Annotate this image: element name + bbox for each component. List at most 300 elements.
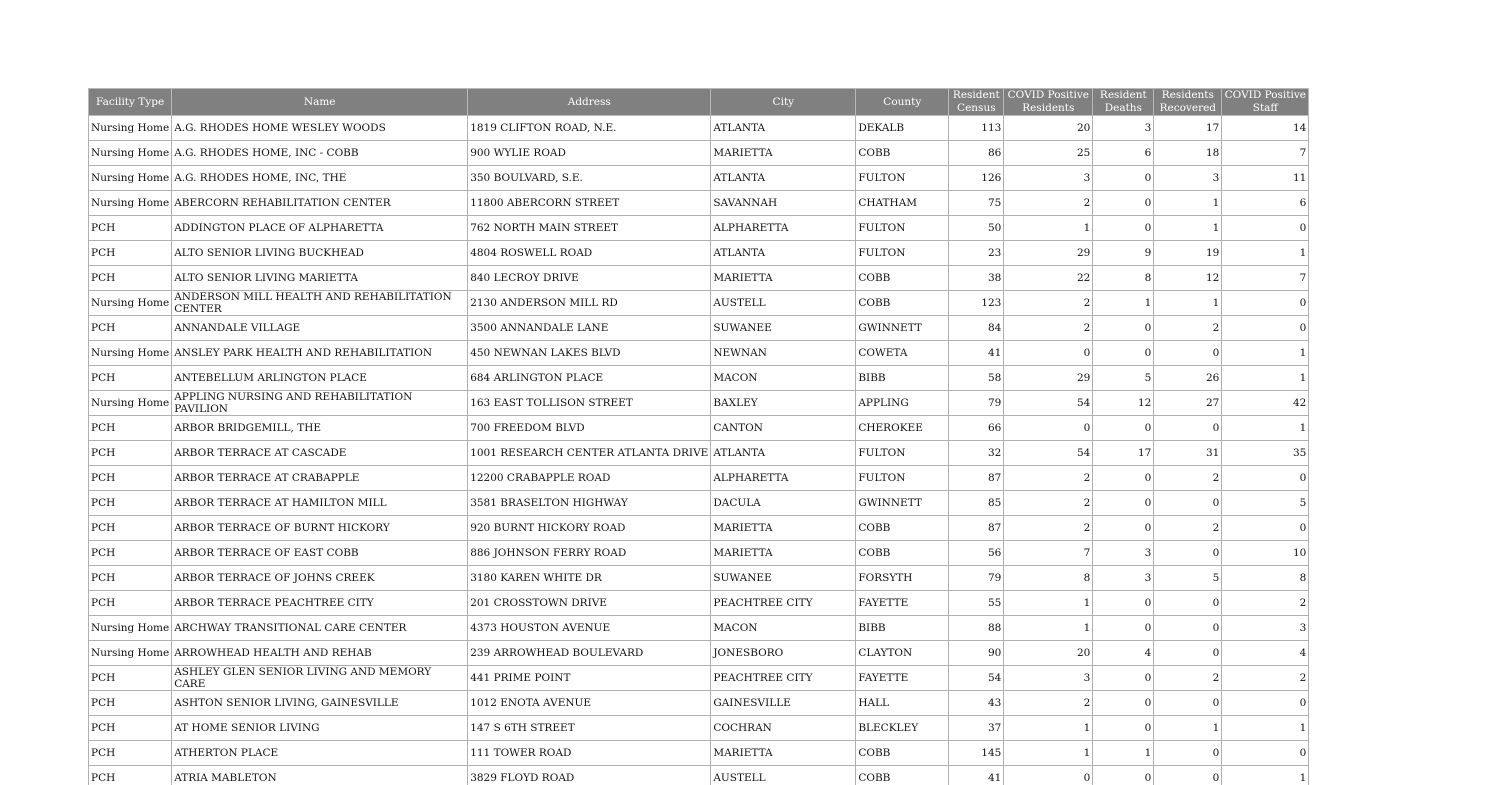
address-cell: 111 TOWER ROAD bbox=[468, 741, 711, 766]
table-row bbox=[89, 291, 1309, 316]
resident-deaths-cell: 0 bbox=[1093, 716, 1154, 741]
residents-recovered-cell: 26 bbox=[1154, 366, 1222, 391]
address-cell: 3500 ANNANDALE LANE bbox=[468, 316, 711, 341]
resident-census-cell: 41 bbox=[949, 341, 1004, 366]
col-header-address[interactable]: Address bbox=[468, 89, 711, 116]
covid-positive-residents-cell: 1 bbox=[1004, 591, 1093, 616]
city-cell: MARIETTA bbox=[711, 141, 856, 166]
resident-census-cell: 55 bbox=[949, 591, 1004, 616]
city-cell: ALPHARETTA bbox=[711, 216, 856, 241]
table-row bbox=[89, 741, 1309, 766]
resident-census-cell: 87 bbox=[949, 466, 1004, 491]
residents-recovered-cell: 17 bbox=[1154, 116, 1222, 141]
covid-positive-staff-cell: 5 bbox=[1222, 491, 1309, 516]
table-row bbox=[89, 141, 1309, 166]
resident-deaths-cell: 0 bbox=[1093, 316, 1154, 341]
city-cell: MARIETTA bbox=[711, 516, 856, 541]
table-row bbox=[89, 441, 1309, 466]
header-row bbox=[89, 89, 1309, 116]
county-cell: GWINNETT bbox=[856, 316, 949, 341]
table-row bbox=[89, 341, 1309, 366]
covid-positive-residents-cell: 2 bbox=[1004, 516, 1093, 541]
resident-deaths-cell: 17 bbox=[1093, 441, 1154, 466]
table-row bbox=[89, 516, 1309, 541]
covid-positive-staff-cell: 1 bbox=[1222, 366, 1309, 391]
name-cell: ANTEBELLUM ARLINGTON PLACE bbox=[172, 366, 468, 391]
facility-type-cell: PCH bbox=[89, 666, 172, 691]
resident-census-cell: 66 bbox=[949, 416, 1004, 441]
address-cell: 684 ARLINGTON PLACE bbox=[468, 366, 711, 391]
facility-type-cell: PCH bbox=[89, 216, 172, 241]
covid-positive-staff-cell: 1 bbox=[1222, 766, 1309, 785]
table-row bbox=[89, 266, 1309, 291]
county-cell: HALL bbox=[856, 691, 949, 716]
resident-deaths-cell: 0 bbox=[1093, 491, 1154, 516]
resident-census-cell: 54 bbox=[949, 666, 1004, 691]
covid-positive-residents-cell: 22 bbox=[1004, 266, 1093, 291]
covid-positive-staff-cell: 35 bbox=[1222, 441, 1309, 466]
city-cell: ALPHARETTA bbox=[711, 466, 856, 491]
residents-recovered-cell: 31 bbox=[1154, 441, 1222, 466]
covid-positive-staff-cell: 7 bbox=[1222, 266, 1309, 291]
facility-type-cell: PCH bbox=[89, 241, 172, 266]
name-cell: ALTO SENIOR LIVING MARIETTA bbox=[172, 266, 468, 291]
residents-recovered-cell: 0 bbox=[1154, 741, 1222, 766]
city-cell: MARIETTA bbox=[711, 541, 856, 566]
table-row bbox=[89, 616, 1309, 641]
covid-positive-staff-cell: 42 bbox=[1222, 391, 1309, 416]
resident-deaths-cell: 8 bbox=[1093, 266, 1154, 291]
county-cell: FULTON bbox=[856, 216, 949, 241]
county-cell: COBB bbox=[856, 741, 949, 766]
covid-positive-residents-cell: 54 bbox=[1004, 391, 1093, 416]
name-cell: ARBOR TERRACE OF JOHNS CREEK bbox=[172, 566, 468, 591]
residents-recovered-cell: 1 bbox=[1154, 216, 1222, 241]
resident-deaths-cell: 6 bbox=[1093, 141, 1154, 166]
facility-type-cell: Nursing Home bbox=[89, 616, 172, 641]
address-cell: 441 PRIME POINT bbox=[468, 666, 711, 691]
residents-recovered-cell: 12 bbox=[1154, 266, 1222, 291]
resident-census-cell: 123 bbox=[949, 291, 1004, 316]
city-cell: JONESBORO bbox=[711, 641, 856, 666]
covid-positive-residents-cell: 2 bbox=[1004, 491, 1093, 516]
address-cell: 900 WYLIE ROAD bbox=[468, 141, 711, 166]
col-header-covid-positive-residents[interactable]: COVID Positive Residents bbox=[1004, 89, 1093, 116]
covid-positive-residents-cell: 3 bbox=[1004, 666, 1093, 691]
city-cell: MACON bbox=[711, 366, 856, 391]
facility-type-cell: PCH bbox=[89, 466, 172, 491]
name-cell: APPLING NURSING AND REHABILITATION PAVILION bbox=[172, 391, 468, 416]
covid-positive-staff-cell: 0 bbox=[1222, 691, 1309, 716]
name-cell: ADDINGTON PLACE OF ALPHARETTA bbox=[172, 216, 468, 241]
resident-census-cell: 32 bbox=[949, 441, 1004, 466]
covid-positive-staff-cell: 2 bbox=[1222, 591, 1309, 616]
city-cell: DACULA bbox=[711, 491, 856, 516]
resident-deaths-cell: 0 bbox=[1093, 466, 1154, 491]
covid-positive-staff-cell: 1 bbox=[1222, 341, 1309, 366]
covid-positive-residents-cell: 2 bbox=[1004, 291, 1093, 316]
county-cell: COBB bbox=[856, 141, 949, 166]
city-cell: MARIETTA bbox=[711, 741, 856, 766]
residents-recovered-cell: 0 bbox=[1154, 541, 1222, 566]
residents-recovered-cell: 19 bbox=[1154, 241, 1222, 266]
county-cell: FULTON bbox=[856, 166, 949, 191]
county-cell: FAYETTE bbox=[856, 666, 949, 691]
covid-positive-staff-cell: 3 bbox=[1222, 616, 1309, 641]
address-cell: 886 JOHNSON FERRY ROAD bbox=[468, 541, 711, 566]
covid-positive-staff-cell: 11 bbox=[1222, 166, 1309, 191]
covid-positive-staff-cell: 0 bbox=[1222, 516, 1309, 541]
address-cell: 11800 ABERCORN STREET bbox=[468, 191, 711, 216]
name-cell: ARBOR TERRACE AT CRABAPPLE bbox=[172, 466, 468, 491]
facility-type-cell: PCH bbox=[89, 766, 172, 785]
resident-deaths-cell: 0 bbox=[1093, 516, 1154, 541]
name-cell: ARBOR BRIDGEMILL, THE bbox=[172, 416, 468, 441]
county-cell: FULTON bbox=[856, 441, 949, 466]
facility-type-cell: PCH bbox=[89, 516, 172, 541]
resident-census-cell: 90 bbox=[949, 641, 1004, 666]
covid-positive-staff-cell: 0 bbox=[1222, 291, 1309, 316]
facility-type-cell: PCH bbox=[89, 691, 172, 716]
name-cell: ATRIA MABLETON bbox=[172, 766, 468, 785]
name-cell: ANNANDALE VILLAGE bbox=[172, 316, 468, 341]
table-row bbox=[89, 591, 1309, 616]
facility-covid-table bbox=[88, 88, 1309, 785]
county-cell: CHEROKEE bbox=[856, 416, 949, 441]
facility-type-cell: PCH bbox=[89, 416, 172, 441]
covid-positive-residents-cell: 0 bbox=[1004, 416, 1093, 441]
county-cell: BIBB bbox=[856, 616, 949, 641]
name-cell: ALTO SENIOR LIVING BUCKHEAD bbox=[172, 241, 468, 266]
facility-type-cell: PCH bbox=[89, 266, 172, 291]
name-cell: AT HOME SENIOR LIVING bbox=[172, 716, 468, 741]
col-header-name[interactable]: Name bbox=[172, 89, 468, 116]
county-cell: COWETA bbox=[856, 341, 949, 366]
facility-type-cell: PCH bbox=[89, 541, 172, 566]
residents-recovered-cell: 27 bbox=[1154, 391, 1222, 416]
facility-type-cell: Nursing Home bbox=[89, 641, 172, 666]
resident-deaths-cell: 1 bbox=[1093, 741, 1154, 766]
residents-recovered-cell: 3 bbox=[1154, 166, 1222, 191]
facility-type-cell: PCH bbox=[89, 491, 172, 516]
covid-positive-residents-cell: 1 bbox=[1004, 216, 1093, 241]
resident-census-cell: 79 bbox=[949, 566, 1004, 591]
county-cell: CHATHAM bbox=[856, 191, 949, 216]
covid-positive-staff-cell: 1 bbox=[1222, 716, 1309, 741]
residents-recovered-cell: 1 bbox=[1154, 716, 1222, 741]
covid-positive-residents-cell: 0 bbox=[1004, 341, 1093, 366]
facility-type-cell: PCH bbox=[89, 316, 172, 341]
covid-positive-staff-cell: 4 bbox=[1222, 641, 1309, 666]
resident-census-cell: 84 bbox=[949, 316, 1004, 341]
resident-census-cell: 88 bbox=[949, 616, 1004, 641]
resident-deaths-cell: 3 bbox=[1093, 541, 1154, 566]
resident-census-cell: 87 bbox=[949, 516, 1004, 541]
covid-positive-staff-cell: 0 bbox=[1222, 741, 1309, 766]
table-row bbox=[89, 191, 1309, 216]
county-cell: COBB bbox=[856, 291, 949, 316]
resident-census-cell: 79 bbox=[949, 391, 1004, 416]
city-cell: SUWANEE bbox=[711, 316, 856, 341]
county-cell: COBB bbox=[856, 766, 949, 785]
city-cell: COCHRAN bbox=[711, 716, 856, 741]
covid-positive-residents-cell: 29 bbox=[1004, 366, 1093, 391]
city-cell: MACON bbox=[711, 616, 856, 641]
resident-census-cell: 56 bbox=[949, 541, 1004, 566]
city-cell: SUWANEE bbox=[711, 566, 856, 591]
covid-positive-residents-cell: 2 bbox=[1004, 691, 1093, 716]
resident-deaths-cell: 3 bbox=[1093, 116, 1154, 141]
resident-deaths-cell: 5 bbox=[1093, 366, 1154, 391]
address-cell: 1819 CLIFTON ROAD, N.E. bbox=[468, 116, 711, 141]
city-cell: SAVANNAH bbox=[711, 191, 856, 216]
table-row bbox=[89, 366, 1309, 391]
address-cell: 1012 ENOTA AVENUE bbox=[468, 691, 711, 716]
covid-positive-residents-cell: 2 bbox=[1004, 191, 1093, 216]
county-cell: COBB bbox=[856, 266, 949, 291]
resident-deaths-cell: 0 bbox=[1093, 416, 1154, 441]
city-cell: ATLANTA bbox=[711, 441, 856, 466]
name-cell: ATHERTON PLACE bbox=[172, 741, 468, 766]
address-cell: 4804 ROSWELL ROAD bbox=[468, 241, 711, 266]
address-cell: 700 FREEDOM BLVD bbox=[468, 416, 711, 441]
table-header bbox=[89, 89, 1309, 116]
resident-deaths-cell: 1 bbox=[1093, 291, 1154, 316]
table-row bbox=[89, 666, 1309, 691]
resident-census-cell: 86 bbox=[949, 141, 1004, 166]
residents-recovered-cell: 5 bbox=[1154, 566, 1222, 591]
resident-deaths-cell: 9 bbox=[1093, 241, 1154, 266]
name-cell: ANDERSON MILL HEALTH AND REHABILITATION CENTER bbox=[172, 291, 468, 316]
facility-type-cell: PCH bbox=[89, 741, 172, 766]
city-cell: ATLANTA bbox=[711, 241, 856, 266]
city-cell: AUSTELL bbox=[711, 291, 856, 316]
address-cell: 3180 KAREN WHITE DR bbox=[468, 566, 711, 591]
col-header-covid-positive-staff[interactable]: COVID Positive Staff bbox=[1222, 89, 1309, 116]
covid-positive-residents-cell: 20 bbox=[1004, 116, 1093, 141]
resident-census-cell: 50 bbox=[949, 216, 1004, 241]
table-row bbox=[89, 641, 1309, 666]
name-cell: ARBOR TERRACE PEACHTREE CITY bbox=[172, 591, 468, 616]
resident-deaths-cell: 0 bbox=[1093, 616, 1154, 641]
residents-recovered-cell: 0 bbox=[1154, 616, 1222, 641]
county-cell: APPLING bbox=[856, 391, 949, 416]
table-row bbox=[89, 766, 1309, 785]
covid-positive-residents-cell: 1 bbox=[1004, 741, 1093, 766]
facility-type-cell: Nursing Home bbox=[89, 341, 172, 366]
table-row bbox=[89, 391, 1309, 416]
name-cell: ABERCORN REHABILITATION CENTER bbox=[172, 191, 468, 216]
residents-recovered-cell: 0 bbox=[1154, 641, 1222, 666]
col-header-resident-census[interactable]: Resident Census bbox=[949, 89, 1004, 116]
address-cell: 762 NORTH MAIN STREET bbox=[468, 216, 711, 241]
address-cell: 2130 ANDERSON MILL RD bbox=[468, 291, 711, 316]
col-header-residents-recovered[interactable]: Residents Recovered bbox=[1154, 89, 1222, 116]
resident-deaths-cell: 12 bbox=[1093, 391, 1154, 416]
resident-census-cell: 75 bbox=[949, 191, 1004, 216]
residents-recovered-cell: 0 bbox=[1154, 491, 1222, 516]
city-cell: CANTON bbox=[711, 416, 856, 441]
resident-deaths-cell: 0 bbox=[1093, 666, 1154, 691]
residents-recovered-cell: 0 bbox=[1154, 341, 1222, 366]
name-cell: A.G. RHODES HOME, INC - COBB bbox=[172, 141, 468, 166]
resident-census-cell: 145 bbox=[949, 741, 1004, 766]
resident-census-cell: 113 bbox=[949, 116, 1004, 141]
covid-positive-residents-cell: 2 bbox=[1004, 316, 1093, 341]
facility-type-cell: Nursing Home bbox=[89, 166, 172, 191]
county-cell: GWINNETT bbox=[856, 491, 949, 516]
table-row bbox=[89, 716, 1309, 741]
table-row bbox=[89, 216, 1309, 241]
county-cell: DEKALB bbox=[856, 116, 949, 141]
resident-deaths-cell: 4 bbox=[1093, 641, 1154, 666]
name-cell: ARBOR TERRACE AT CASCADE bbox=[172, 441, 468, 466]
resident-deaths-cell: 0 bbox=[1093, 191, 1154, 216]
facility-type-cell: PCH bbox=[89, 591, 172, 616]
residents-recovered-cell: 0 bbox=[1154, 416, 1222, 441]
covid-positive-staff-cell: 0 bbox=[1222, 466, 1309, 491]
address-cell: 147 S 6TH STREET bbox=[468, 716, 711, 741]
city-cell: ATLANTA bbox=[711, 166, 856, 191]
city-cell: GAINESVILLE bbox=[711, 691, 856, 716]
county-cell: BLECKLEY bbox=[856, 716, 949, 741]
table-row bbox=[89, 541, 1309, 566]
address-cell: 1001 RESEARCH CENTER ATLANTA DRIVE bbox=[468, 441, 711, 466]
col-header-city[interactable]: City bbox=[711, 89, 856, 116]
covid-positive-staff-cell: 7 bbox=[1222, 141, 1309, 166]
covid-positive-staff-cell: 0 bbox=[1222, 216, 1309, 241]
covid-positive-residents-cell: 1 bbox=[1004, 716, 1093, 741]
address-cell: 350 BOULVARD, S.E. bbox=[468, 166, 711, 191]
name-cell: ARBOR TERRACE OF BURNT HICKORY bbox=[172, 516, 468, 541]
resident-census-cell: 43 bbox=[949, 691, 1004, 716]
county-cell: FAYETTE bbox=[856, 591, 949, 616]
name-cell: A.G. RHODES HOME WESLEY WOODS bbox=[172, 116, 468, 141]
table-row bbox=[89, 316, 1309, 341]
county-cell: CLAYTON bbox=[856, 641, 949, 666]
resident-deaths-cell: 0 bbox=[1093, 341, 1154, 366]
residents-recovered-cell: 0 bbox=[1154, 691, 1222, 716]
residents-recovered-cell: 2 bbox=[1154, 516, 1222, 541]
county-cell: COBB bbox=[856, 541, 949, 566]
name-cell: ARBOR TERRACE OF EAST COBB bbox=[172, 541, 468, 566]
covid-positive-staff-cell: 0 bbox=[1222, 316, 1309, 341]
resident-census-cell: 37 bbox=[949, 716, 1004, 741]
name-cell: A.G. RHODES HOME, INC, THE bbox=[172, 166, 468, 191]
name-cell: ASHLEY GLEN SENIOR LIVING AND MEMORY CARE bbox=[172, 666, 468, 691]
resident-deaths-cell: 0 bbox=[1093, 591, 1154, 616]
covid-positive-staff-cell: 1 bbox=[1222, 416, 1309, 441]
table-row bbox=[89, 116, 1309, 141]
covid-positive-residents-cell: 20 bbox=[1004, 641, 1093, 666]
resident-deaths-cell: 0 bbox=[1093, 766, 1154, 785]
name-cell: ASHTON SENIOR LIVING, GAINESVILLE bbox=[172, 691, 468, 716]
covid-positive-residents-cell: 0 bbox=[1004, 766, 1093, 785]
covid-positive-staff-cell: 2 bbox=[1222, 666, 1309, 691]
residents-recovered-cell: 0 bbox=[1154, 591, 1222, 616]
name-cell: ARROWHEAD HEALTH AND REHAB bbox=[172, 641, 468, 666]
address-cell: 920 BURNT HICKORY ROAD bbox=[468, 516, 711, 541]
name-cell: ARCHWAY TRANSITIONAL CARE CENTER bbox=[172, 616, 468, 641]
table-row bbox=[89, 241, 1309, 266]
facility-type-cell: Nursing Home bbox=[89, 141, 172, 166]
covid-positive-residents-cell: 54 bbox=[1004, 441, 1093, 466]
address-cell: 163 EAST TOLLISON STREET bbox=[468, 391, 711, 416]
address-cell: 3581 BRASELTON HIGHWAY bbox=[468, 491, 711, 516]
facility-type-cell: Nursing Home bbox=[89, 291, 172, 316]
county-cell: COBB bbox=[856, 516, 949, 541]
table-row bbox=[89, 691, 1309, 716]
table-row bbox=[89, 166, 1309, 191]
col-header-resident-deaths[interactable]: Resident Deaths bbox=[1093, 89, 1154, 116]
address-cell: 239 ARROWHEAD BOULEVARD bbox=[468, 641, 711, 666]
covid-positive-residents-cell: 25 bbox=[1004, 141, 1093, 166]
resident-census-cell: 58 bbox=[949, 366, 1004, 391]
city-cell: MARIETTA bbox=[711, 266, 856, 291]
facility-type-cell: Nursing Home bbox=[89, 116, 172, 141]
residents-recovered-cell: 18 bbox=[1154, 141, 1222, 166]
residents-recovered-cell: 1 bbox=[1154, 291, 1222, 316]
table-row bbox=[89, 491, 1309, 516]
county-cell: BIBB bbox=[856, 366, 949, 391]
covid-positive-residents-cell: 8 bbox=[1004, 566, 1093, 591]
residents-recovered-cell: 1 bbox=[1154, 191, 1222, 216]
covid-positive-residents-cell: 7 bbox=[1004, 541, 1093, 566]
address-cell: 450 NEWNAN LAKES BLVD bbox=[468, 341, 711, 366]
table-row bbox=[89, 466, 1309, 491]
county-cell: FULTON bbox=[856, 466, 949, 491]
covid-positive-staff-cell: 6 bbox=[1222, 191, 1309, 216]
col-header-facility-type[interactable]: Facility Type bbox=[89, 89, 172, 116]
address-cell: 201 CROSSTOWN DRIVE bbox=[468, 591, 711, 616]
covid-positive-residents-cell: 2 bbox=[1004, 466, 1093, 491]
address-cell: 4373 HOUSTON AVENUE bbox=[468, 616, 711, 641]
resident-deaths-cell: 0 bbox=[1093, 166, 1154, 191]
facility-type-cell: Nursing Home bbox=[89, 191, 172, 216]
residents-recovered-cell: 2 bbox=[1154, 316, 1222, 341]
resident-census-cell: 23 bbox=[949, 241, 1004, 266]
covid-positive-residents-cell: 1 bbox=[1004, 616, 1093, 641]
city-cell: AUSTELL bbox=[711, 766, 856, 785]
covid-positive-residents-cell: 29 bbox=[1004, 241, 1093, 266]
resident-census-cell: 126 bbox=[949, 166, 1004, 191]
name-cell: ARBOR TERRACE AT HAMILTON MILL bbox=[172, 491, 468, 516]
covid-positive-staff-cell: 1 bbox=[1222, 241, 1309, 266]
city-cell: PEACHTREE CITY bbox=[711, 591, 856, 616]
city-cell: PEACHTREE CITY bbox=[711, 666, 856, 691]
resident-deaths-cell: 0 bbox=[1093, 691, 1154, 716]
covid-positive-residents-cell: 3 bbox=[1004, 166, 1093, 191]
covid-positive-staff-cell: 10 bbox=[1222, 541, 1309, 566]
county-cell: FORSYTH bbox=[856, 566, 949, 591]
table-body bbox=[89, 116, 1309, 785]
address-cell: 3829 FLOYD ROAD bbox=[468, 766, 711, 785]
city-cell: BAXLEY bbox=[711, 391, 856, 416]
address-cell: 840 LECROY DRIVE bbox=[468, 266, 711, 291]
residents-recovered-cell: 2 bbox=[1154, 666, 1222, 691]
resident-deaths-cell: 3 bbox=[1093, 566, 1154, 591]
col-header-county[interactable]: County bbox=[856, 89, 949, 116]
facility-type-cell: PCH bbox=[89, 441, 172, 466]
address-cell: 12200 CRABAPPLE ROAD bbox=[468, 466, 711, 491]
resident-census-cell: 85 bbox=[949, 491, 1004, 516]
resident-census-cell: 38 bbox=[949, 266, 1004, 291]
name-cell: ANSLEY PARK HEALTH AND REHABILITATION bbox=[172, 341, 468, 366]
facility-type-cell: PCH bbox=[89, 716, 172, 741]
residents-recovered-cell: 2 bbox=[1154, 466, 1222, 491]
table-row bbox=[89, 416, 1309, 441]
facility-type-cell: Nursing Home bbox=[89, 391, 172, 416]
